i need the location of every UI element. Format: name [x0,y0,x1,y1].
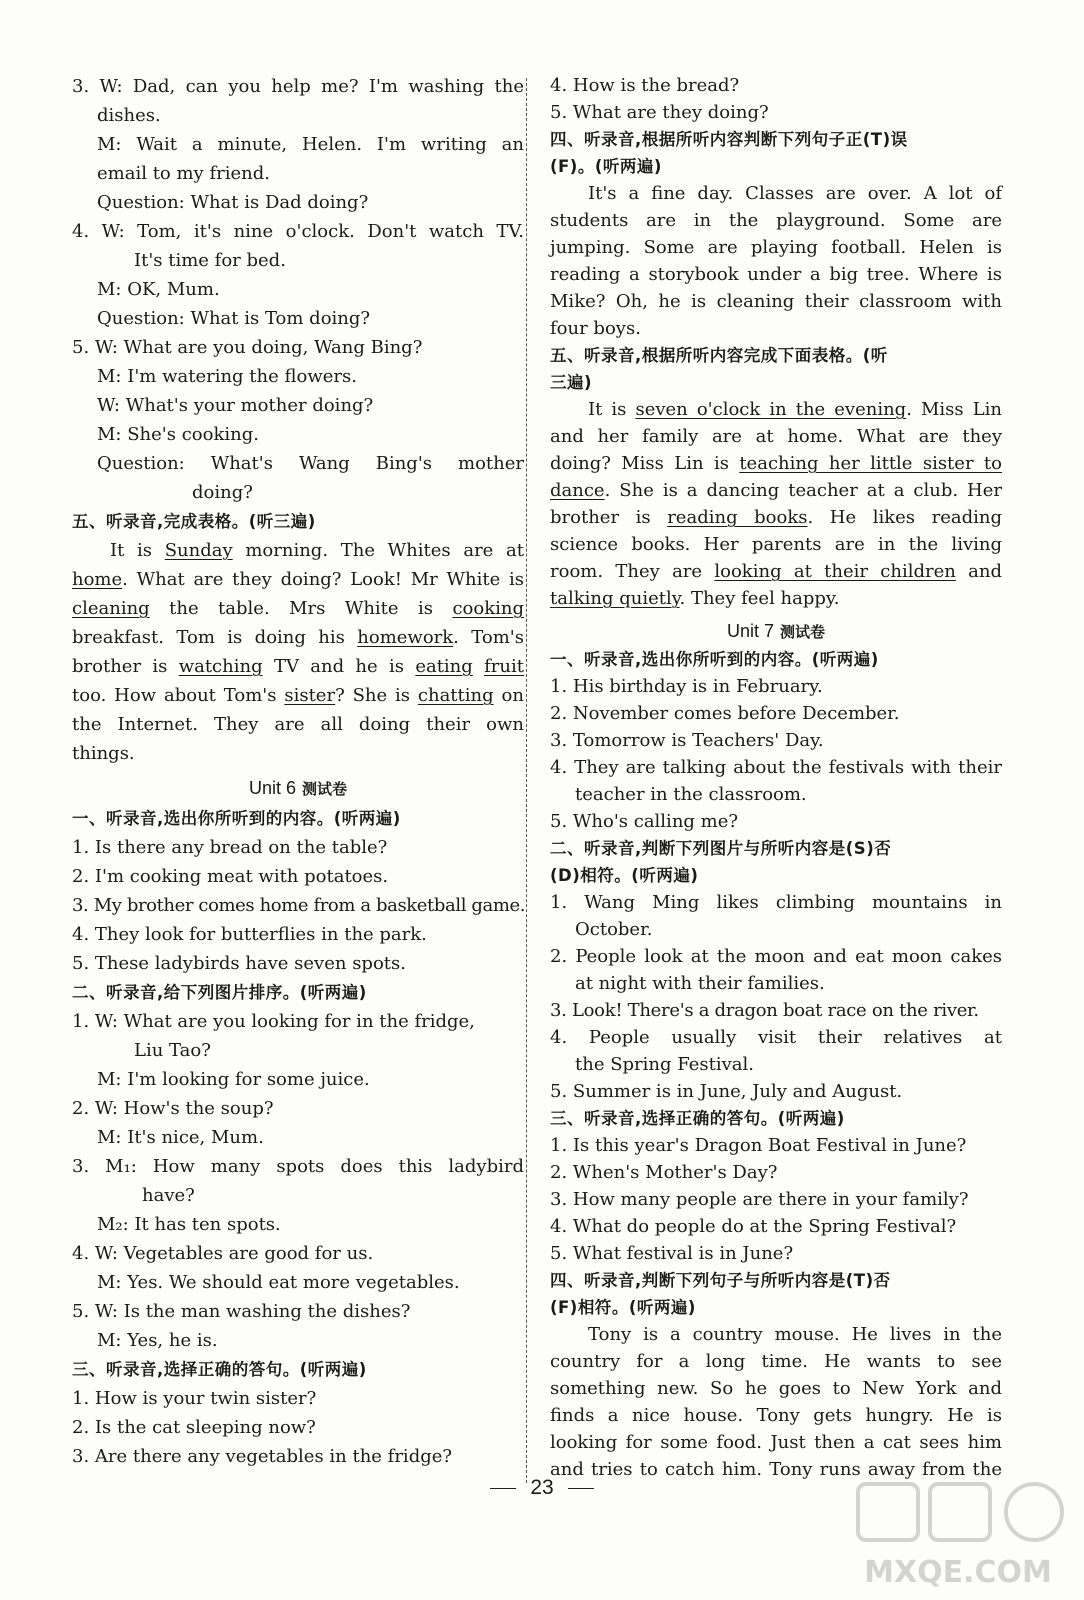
text-line: Question: What is Dad doing? [97,192,369,213]
passage-line: and her family are at home. What are they [550,426,1002,447]
passage-text: too. How about Tom's [72,685,277,706]
list-item: 2. Is the cat sleeping now? [72,1417,316,1438]
list-item: 5. What are they doing? [550,102,769,123]
passage-line: Tony is a country mouse. He lives in the [588,1324,1002,1345]
passage-text: . Tom's [453,627,524,648]
text-line: email to my friend. [97,163,270,184]
watermark-graphic [838,1476,1078,1594]
list-item: 1. Wang Ming likes climbing mountains in [550,892,1002,913]
list-item: 2. When's Mother's Day? [550,1162,778,1183]
list-item: 2. People look at the moon and eat moon cakes [550,946,1002,967]
passage-line: things. [72,743,135,764]
passage-line: jumping. Some are playing football. Helen is [550,237,1002,258]
text-line: doing? [192,482,253,503]
passage-line [550,396,1002,423]
passage-line [72,623,524,652]
column-divider [526,78,527,1483]
section-heading: 三、听录音,选择正确的答句。(听两遍) [550,1109,845,1128]
section-heading: 四、听录音,根据所听内容判断下列句子正(T)误 [550,130,908,149]
unit-tag: 测试卷 [780,623,826,641]
answer-blank: Sunday [164,540,233,561]
list-item: M: Yes. We should eat more vegetables. [97,1272,460,1293]
passage-line: looking for some food. Just then a cat sees him [550,1432,1002,1453]
list-item: 1. Is this year's Dragon Boat Festival in June? [550,1135,967,1156]
list-item: 1. W: What are you looking for in the fridge, [72,1011,475,1032]
section-heading: (D)相符。(听两遍) [550,866,699,885]
text-line: It's time for bed. [134,250,286,271]
text-line: dishes. [97,105,161,126]
dash-right [568,1488,594,1489]
passage-line: Mike? Oh, he is cleaning their classroom with [550,291,1002,312]
section-heading: 三、听录音,选择正确的答句。(听两遍) [72,1360,367,1379]
unit-title [550,618,1002,646]
text-line: 5. W: What are you doing, Wang Bing? [72,337,423,358]
list-item: 2. W: How's the soup? [72,1098,274,1119]
passage-text: . They feel happy. [679,588,840,609]
section-heading: 二、听录音,给下列图片排序。(听两遍) [72,983,367,1002]
list-item: 4. How is the bread? [550,75,740,96]
dash-left [490,1488,516,1489]
answer-blank: homework [357,627,454,648]
passage-text: TV and he is [273,656,404,677]
list-item: 2. I'm cooking meat with potatoes. [72,866,389,887]
section-heading: 五、听录音,完成表格。(听三遍) [72,512,316,531]
text-line: 4. W: Tom, it's nine o'clock. Don't watch TV. [72,221,524,242]
passage-text: . She is a dancing teacher at a club. Her [604,480,1002,501]
list-item: 4. They are talking about the festivals with their [550,757,1002,778]
answer-blank: cooking [452,598,524,619]
text-line: M: She's cooking. [97,424,259,445]
passage-line [550,477,1002,504]
text-line: 3. W: Dad, can you help me? I'm washing the [72,76,524,97]
section-heading: 一、听录音,选出你所听到的内容。(听两遍) [550,650,879,669]
passage-line [550,585,1002,612]
list-item: 4. What do people do at the Spring Festival? [550,1216,957,1237]
passage-text: on [501,685,524,706]
unit-name: Unit 7 [726,621,774,641]
text-line: M: Wait a minute, Helen. I'm writing an [97,134,524,155]
text-line: M: I'm watering the flowers. [97,366,357,387]
list-item: 3. How many people are there in your family? [550,1189,969,1210]
passage-line: and tries to catch him. Tony runs away from the [550,1459,1002,1480]
passage-text: . He likes reading [807,507,1002,528]
passage-line: finds a nice house. Tony gets hungry. He is [550,1405,1002,1426]
list-item: M₂: It has ten spots. [97,1214,281,1235]
answer-blank: talking quietly [550,588,680,609]
passage-line [72,565,524,594]
unit-name: Unit 6 [248,778,296,798]
watermark-text: MXQE.COM [864,1555,1052,1590]
list-item: 3. Tomorrow is Teachers' Day. [550,730,824,751]
passage-line: reading a storybook under a big tree. Where is [550,264,1002,285]
passage-line [72,594,524,623]
passage-line [550,558,1002,585]
passage-text: brother is [550,507,651,528]
list-item: 5. These ladybirds have seven spots. [72,953,406,974]
list-item: 3. Look! There's a dragon boat race on the river. [550,1000,979,1021]
list-item: at night with their families. [575,973,825,994]
list-item: 4. People usually visit their relatives at [550,1027,1002,1048]
unit-title [72,774,524,804]
list-item: M: Yes, he is. [97,1330,218,1351]
text-line: Question: What is Tom doing? [97,308,371,329]
passage-line: four boys. [550,318,641,339]
list-item: 2. November comes before December. [550,703,900,724]
passage-line: It's a fine day. Classes are over. A lot of [588,183,1002,204]
list-item: 1. His birthday is in February. [550,676,823,697]
passage-line [550,504,1002,531]
list-item: 3. M₁: How many spots does this ladybird [72,1156,524,1177]
list-item: 4. They look for butterflies in the park. [72,924,427,945]
answer-blank: teaching her little sister to [739,453,1002,474]
text-line: W: What's your mother doing? [97,395,374,416]
passage-line [72,536,524,565]
answer-blank: dance [550,480,605,501]
section-heading: (F)相符。(听两遍) [550,1298,696,1317]
passage-text: morning. The Whites are at [245,540,524,561]
answer-blank: watching [178,656,263,677]
list-item: 1. Is there any bread on the table? [72,837,388,858]
list-item: 5. Who's calling me? [550,811,739,832]
section-heading: 一、听录音,选出你所听到的内容。(听两遍) [72,809,401,828]
page-number-text: 23 [530,1476,554,1499]
passage-line [550,450,1002,477]
passage-text: ? She is [335,685,411,706]
list-item: 5. W: Is the man washing the dishes? [72,1301,411,1322]
answer-blank: chatting [417,685,494,706]
passage-text: the table. Mrs White is [169,598,433,619]
left-column [72,72,524,1471]
passage-line [72,681,524,710]
list-item: 5. Summer is in June, July and August. [550,1081,903,1102]
unit-tag: 测试卷 [302,780,348,798]
section-heading: 五、听录音,根据所听内容完成下面表格。(听 [550,346,888,365]
answer-blank: eating [415,656,473,677]
passage-line: students are in the playground. Some are [550,210,1002,231]
list-item: teacher in the classroom. [575,784,807,805]
answer-blank: home [72,569,123,590]
section-heading: (F)。(听两遍) [550,157,662,176]
passage-line: something new. So he goes to New York and [550,1378,1002,1399]
passage-line [72,652,524,681]
list-item: Liu Tao? [134,1040,211,1061]
passage-text: brother is [72,656,168,677]
list-item: 4. W: Vegetables are good for us. [72,1243,374,1264]
passage-text: doing? Miss Lin is [550,453,729,474]
passage-text: breakfast. Tom is doing his [72,627,345,648]
answer-blank: seven o'clock in the evening [635,399,907,420]
passage-text: It is [110,540,153,561]
section-heading: 四、听录音,判断下列句子与所听内容是(T)否 [550,1271,891,1290]
passage-line: country for a long time. He wants to see [550,1351,1002,1372]
passage-text: and [968,561,1002,582]
section-heading: 三遍) [550,373,593,392]
right-column [550,72,1002,1483]
section-heading: 二、听录音,判断下列图片与所听内容是(S)否 [550,839,892,858]
passage-text: room. They are [550,561,703,582]
list-item: M: It's nice, Mum. [97,1127,264,1148]
passage-text: . What are they doing? Look! Mr White is [122,569,524,590]
list-item: have? [142,1185,195,1206]
passage-text: . Miss Lin [906,399,1002,420]
answer-blank: looking at their children [714,561,956,582]
list-item: 3. My brother comes home from a basketball game. [72,895,526,916]
answer-blank: sister [284,685,336,706]
list-item: 1. How is your twin sister? [72,1388,317,1409]
text-line: Question: What's Wang Bing's mother [97,453,524,474]
passage-line: science books. Her parents are in the living [550,534,1002,555]
list-item: 5. What festival is in June? [550,1243,794,1264]
list-item: the Spring Festival. [575,1054,755,1075]
answer-blank: cleaning [72,598,150,619]
list-item: October. [575,919,653,940]
list-item: M: I'm looking for some juice. [97,1069,370,1090]
list-item: 3. Are there any vegetables in the fridge? [72,1446,453,1467]
passage-text: It is [588,399,627,420]
passage-line: the Internet. They are all doing their own [72,714,524,735]
watermark-logo [838,1476,1078,1594]
answer-blank: fruit [484,656,524,677]
text-line: M: OK, Mum. [97,279,220,300]
answer-blank: reading books [667,507,808,528]
